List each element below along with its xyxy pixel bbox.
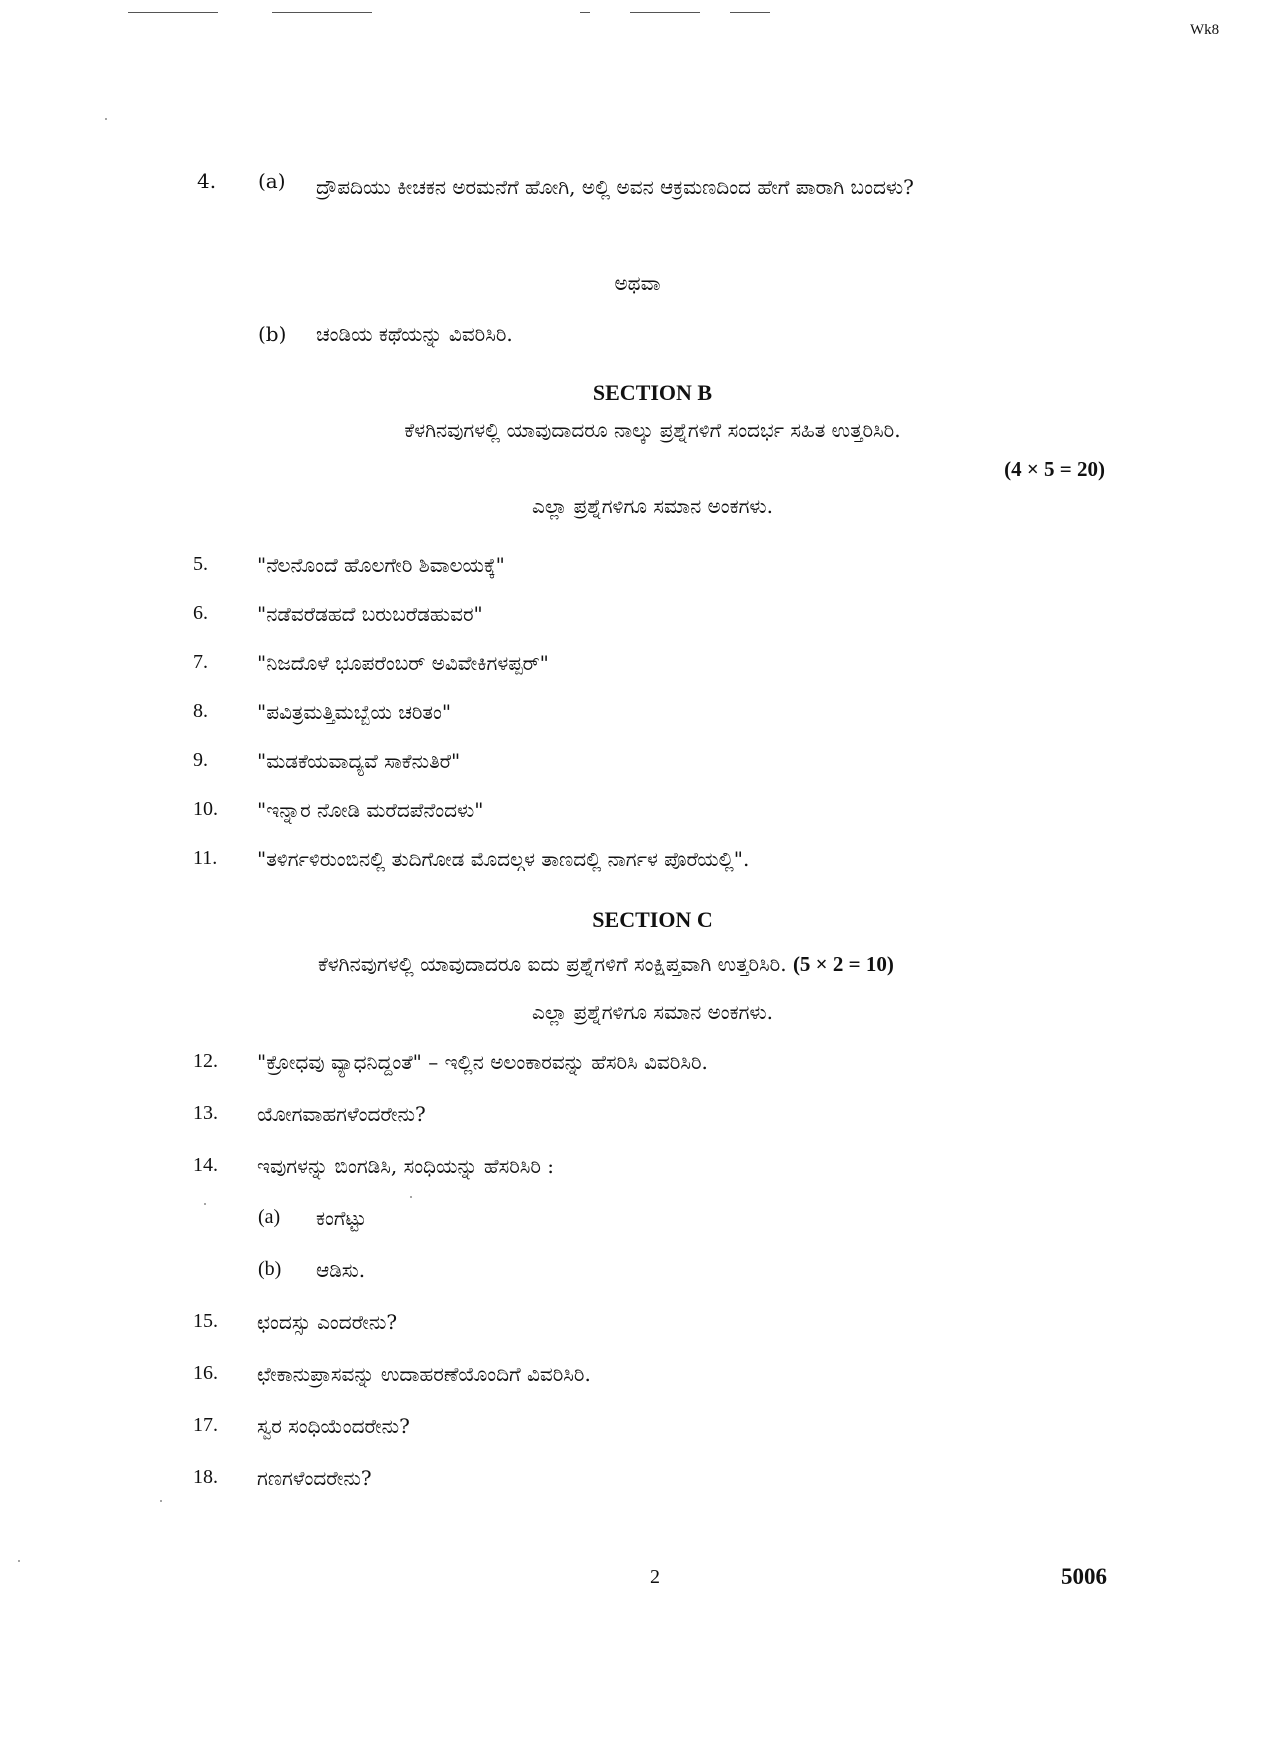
option-label: (a) (258, 1206, 281, 1228)
question-number: 14. (193, 1154, 218, 1176)
question-number: 12. (193, 1050, 218, 1072)
question-text: "ತಳಿರ್ಗಳಿರುಂಬಿನಲ್ಲಿ ತುದಿಗೋಡ ಮೊದಲ್ಗಳ ತಾಣದಲ್ಲಿ ನಾರ್ಗಳ ಪೊರೆಯಲ್ಲಿ". (257, 847, 750, 871)
question-text: ಛೇಕಾನುಪ್ರಾಸವನ್ನು ಉದಾಹರಣೆಯೊಂದಿಗೆ ವಿವರಿಸಿರಿ. (257, 1362, 591, 1386)
option-label: (b) (258, 1258, 282, 1280)
question-text: ಚಂಡಿಯ ಕಥೆಯನ್ನು ವಿವರಿಸಿರಿ. (316, 322, 513, 346)
question-text: ಯೋಗವಾಹಗಳೆಂದರೇನು? (257, 1102, 426, 1126)
instruction-text: ಕೆಳಗಿನವುಗಳಲ್ಲಿ ಯಾವುದಾದರೂ ಐದು ಪ್ರಶ್ನೆಗಳಿಗೆ ಸಂಕ್ಷಿಪ್ತವಾಗಿ ಉತ್ತರಿಸಿರಿ. (318, 952, 787, 976)
section-marks: (4 × 5 = 20) (1004, 457, 1105, 481)
question-text: "ಇನ್ನಾರ ನೋಡಿ ಮರೆದಪೆನೆಂದಳು" (257, 798, 484, 822)
scan-rule (580, 12, 590, 13)
scan-rule (630, 12, 700, 13)
question-text: ಛಂದಸ್ಸು ಎಂದರೇನು? (257, 1310, 398, 1334)
question-text: "ನಡೆವರೆಡಹದೆ ಬರುಬರೆಡಹುವರ" (257, 602, 483, 626)
option-text: ಆಡಿಸು. (316, 1258, 366, 1282)
scan-rule (730, 12, 770, 13)
equal-marks-note: ಎಲ್ಲಾ ಪ್ರಶ್ನೆಗಳಿಗೂ ಸಮಾನ ಅಂಕಗಳು. (531, 1000, 774, 1024)
question-number: 8. (193, 700, 208, 722)
option-text: ಕಂಗೆಟ್ಟು (316, 1206, 367, 1230)
section-instruction (318, 952, 1108, 977)
question-number: 15. (193, 1310, 218, 1332)
question-number: 4. (197, 169, 217, 193)
scan-rule (128, 12, 218, 13)
question-number: 16. (193, 1362, 218, 1384)
question-number: 11. (193, 847, 218, 869)
question-number: 9. (193, 749, 208, 771)
page-code: Wk8 (1190, 22, 1220, 38)
question-text: "ನಿಜದೊಳೆ ಭೂಪರೆಂಬರ್ ಅವಿವೇಕಿಗಳಪ್ಪರ್" (257, 651, 549, 675)
section-heading: SECTION C (592, 907, 713, 932)
question-number: 13. (193, 1102, 218, 1124)
question-text: "ನೆಲನೊಂದೆ ಹೊಲಗೇರಿ ಶಿವಾಲಯಕ್ಕೆ" (257, 553, 505, 577)
page-number: 2 (650, 1566, 660, 1588)
question-text: ದ್ರೌಪದಿಯು ಕೀಚಕನ ಅರಮನೆಗೆ ಹೋಗಿ, ಅಲ್ಲಿ ಅವನ ಆಕ್ರಮಣದಿಂದ ಹೇಗೆ ಪಾರಾಗಿ ಬಂದಳು? (316, 175, 914, 199)
question-text: ಗಣಗಳೆಂದರೇನು? (257, 1466, 372, 1490)
option-label: (b) (258, 322, 287, 346)
question-number: 18. (193, 1466, 218, 1488)
section-marks: (5 × 2 = 10) (792, 952, 894, 976)
question-text: "ಪವಿತ್ರಮತ್ತಿಮಬ್ಬೆಯ ಚರಿತಂ" (257, 700, 452, 724)
option-label: (a) (258, 169, 286, 193)
question-number: 17. (193, 1414, 218, 1436)
question-text: "ಮಡಕೆಯವಾದ್ಯವೆ ಸಾಕೆನುತಿರೆ" (257, 749, 461, 773)
section-heading: SECTION B (592, 380, 713, 405)
equal-marks-note: ಎಲ್ಲಾ ಪ್ರಶ್ನೆಗಳಿಗೂ ಸಮಾನ ಅಂಕಗಳು. (531, 494, 774, 518)
question-number: 5. (193, 553, 208, 575)
or-separator: ಅಥವಾ (614, 271, 661, 295)
question-text: ಸ್ವರ ಸಂಧಿಯೆಂದರೇನು? (257, 1414, 410, 1438)
scan-rule (272, 12, 372, 13)
question-text: "ಕ್ರೋಧವು ವ್ಯಾಧನಿದ್ದಂತೆ" – ಇಲ್ಲಿನ ಅಲಂಕಾರವನ್ನು ಹೆಸರಿಸಿ ವಿವರಿಸಿರಿ. (257, 1050, 708, 1074)
question-text: ಇವುಗಳನ್ನು ಬಿಂಗಡಿಸಿ, ಸಂಧಿಯನ್ನು ಹೆಸರಿಸಿರಿ : (257, 1154, 555, 1178)
question-number: 7. (193, 651, 208, 673)
question-number: 10. (193, 798, 218, 820)
paper-code: 5006 (1061, 1564, 1107, 1589)
question-number: 6. (193, 602, 208, 624)
section-instruction: ಕೆಳಗಿನವುಗಳಲ್ಲಿ ಯಾವುದಾದರೂ ನಾಲ್ಕು ಪ್ರಶ್ನೆಗಳಿಗೆ ಸಂದರ್ಭ ಸಹಿತ ಉತ್ತರಿಸಿರಿ. (404, 418, 901, 442)
